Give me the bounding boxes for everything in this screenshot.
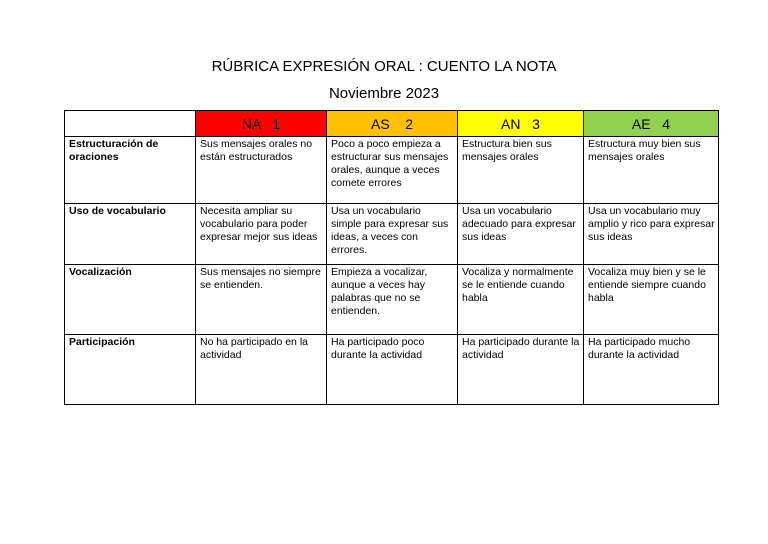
document-date: Noviembre 2023 bbox=[328, 85, 440, 102]
criterion-label: Participación bbox=[65, 335, 196, 405]
level-header-ae: AE 4 bbox=[584, 111, 719, 137]
table-row bbox=[65, 137, 719, 204]
criterion-label: Vocalización bbox=[65, 265, 196, 335]
descriptor-cell: Ha participado poco durante la actividad bbox=[327, 335, 458, 405]
header-corner-cell bbox=[65, 111, 196, 137]
rubric-table bbox=[64, 110, 719, 405]
descriptor-cell: Estructura muy bien sus mensajes orales bbox=[584, 137, 719, 204]
descriptor-cell: Usa un vocabulario adecuado para expresar sus ideas bbox=[458, 204, 584, 265]
descriptor-cell: Sus mensajes no siempre se entienden. bbox=[196, 265, 327, 335]
descriptor-cell: Empieza a vocalizar, aunque a veces hay palabras que no se entienden. bbox=[327, 265, 458, 335]
descriptor-cell: Usa un vocabulario muy amplio y rico para expresar sus ideas bbox=[584, 204, 719, 265]
descriptor-cell: Ha participado durante la actividad bbox=[458, 335, 584, 405]
criterion-label: Estructuración de oraciones bbox=[65, 137, 196, 204]
document-title: RÚBRICA EXPRESIÓN ORAL : CUENTO LA NOTA bbox=[211, 58, 557, 75]
table-row bbox=[65, 265, 719, 335]
descriptor-cell: Usa un vocabulario simple para expresar sus ideas, a veces con errores. bbox=[327, 204, 458, 265]
table-row bbox=[65, 204, 719, 265]
descriptor-cell: Estructura bien sus mensajes orales bbox=[458, 137, 584, 204]
descriptor-cell: Vocaliza y normalmente se le entiende cuando habla bbox=[458, 265, 584, 335]
descriptor-cell: Poco a poco empieza a estructurar sus mensajes orales, aunque a veces comete errores bbox=[327, 137, 458, 204]
descriptor-cell: Ha participado mucho durante la actividad bbox=[584, 335, 719, 405]
descriptor-cell: No ha participado en la actividad bbox=[196, 335, 327, 405]
descriptor-cell: Sus mensajes orales no están estructurados bbox=[196, 137, 327, 204]
table-row bbox=[65, 335, 719, 405]
header-row bbox=[65, 111, 719, 137]
descriptor-cell: Necesita ampliar su vocabulario para poder expresar mejor sus ideas bbox=[196, 204, 327, 265]
level-header-as: AS 2 bbox=[327, 111, 458, 137]
level-header-na: NA 1 bbox=[196, 111, 327, 137]
level-header-an: AN 3 bbox=[458, 111, 584, 137]
descriptor-cell: Vocaliza muy bien y se le entiende siempre cuando habla bbox=[584, 265, 719, 335]
criterion-label: Uso de vocabulario bbox=[65, 204, 196, 265]
